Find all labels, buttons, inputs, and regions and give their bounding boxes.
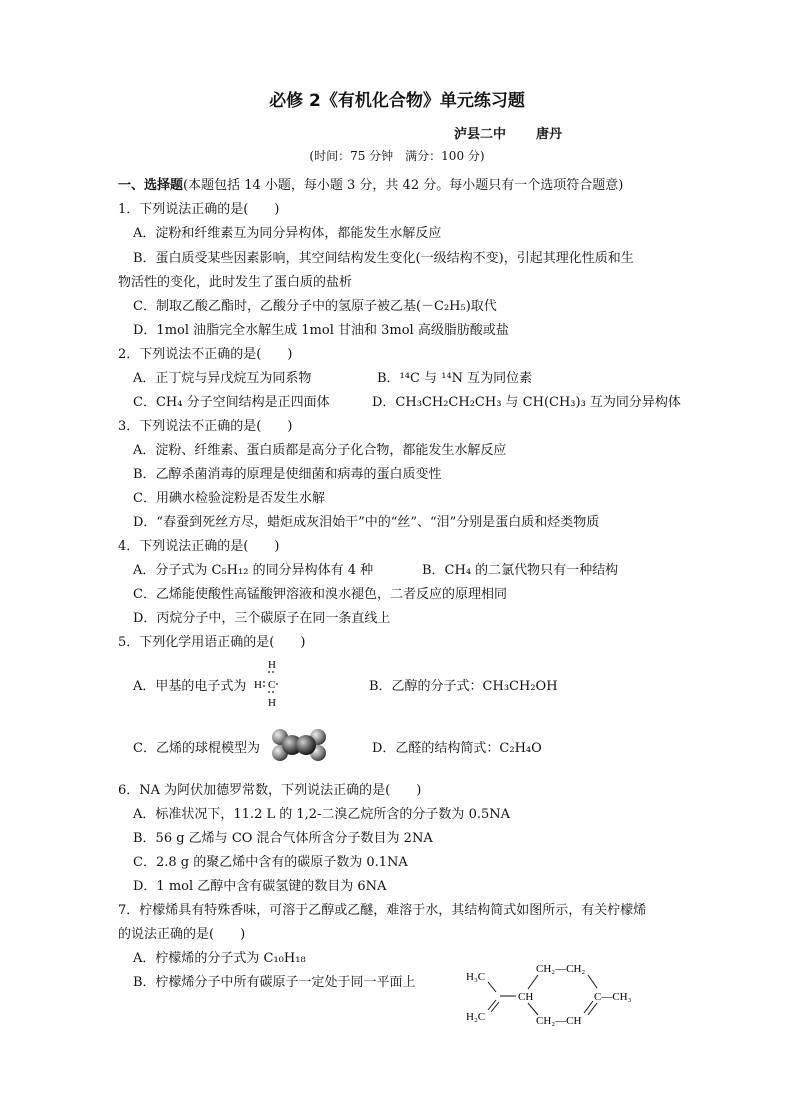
svg-text:H: H [254,679,262,691]
q4-option-b: B．CH₄ 的二氯代物只有一种结构 [422,563,619,578]
q6-option-d: D．1 mol 乙醇中含有碳氢键的数目为 6NA [133,879,387,894]
q1-option-c: C．制取乙酸乙酯时，乙酸分子中的氢原子被乙基(－C₂H₅)取代 [133,299,497,314]
q2-option-d: D．CH₃CH₂CH₂CH₃ 与 CH(CH₃)₃ 互为同分异构体 [372,395,681,410]
page-title: 必修 2《有机化合物》单元练习题 [269,91,525,111]
q1-option-d: D．1mol 油脂完全水解生成 1mol 甘油和 3mol 高级脂肪酸或盐 [133,323,509,338]
q3-option-d: D．“春蚕到死丝方尽，蜡炬成灰泪始干”中的“丝”、“泪”分别是蛋白质和烃类物质 [133,515,600,530]
q1-option-b-line2: 物活性的变化，此时发生了蛋白质的盐析 [118,275,353,290]
q6-stem: 6．NA 为阿伏加德罗常数，下列说法正确的是( ) [118,783,422,798]
methyl-electron-formula [254,658,278,706]
struct-ch: CH [518,991,534,1003]
q6-option-b: B．56 g 乙烯与 CO 混合气体所含分子数目为 2NA [133,831,433,846]
electron-formula-svg [254,658,278,706]
q2-option-c: C．CH₄ 分子空间结构是正四面体 [133,395,330,410]
q2-stem: 2．下列说法不正确的是( ) [118,347,293,362]
author-name: 唐丹 [536,127,563,142]
limonene-structure [466,958,656,1028]
q7-option-a: A．柠檬烯的分子式为 C₁₀H₁₈ [133,951,306,966]
q2-option-a: A．正丁烷与异戊烷互为同系物 [133,371,312,386]
q3-stem: 3．下列说法不正确的是( ) [118,419,293,434]
school-name: 泸县二中 [454,127,507,142]
q5-option-b: B．乙醇的分子式：CH₃CH₂OH [369,679,558,694]
ball-model-svg [268,727,330,763]
q4-option-a: A．分子式为 C₅H₁₂ 的同分异构体有 4 种 [133,563,374,578]
q7-stem-line2: 的说法正确的是( ) [118,927,246,942]
svg-text:H: H [268,659,276,671]
struct-h2c: H₂C [466,1011,486,1023]
svg-text:H: H [268,697,276,706]
section-desc: (本题包括 14 小题，每小题 3 分，共 42 分。每小题只有一个选项符合题意) [183,178,624,193]
q7-option-b: B．柠檬烯分子中所有碳原子一定处于同一平面上 [133,975,416,990]
q5-stem: 5．下列化学用语正确的是( ) [118,635,306,650]
q4-option-d: D．丙烷分子中，三个碳原子在同一条直线上 [133,611,391,626]
q3-option-b: B．乙醇杀菌消毒的原理是使细菌和病毒的蛋白质变性 [133,467,442,482]
q5-option-a: A．甲基的电子式为 [133,679,247,694]
q4-option-c: C．乙烯能使酸性高锰酸钾溶液和溴水褪色，二者反应的原理相同 [133,587,507,602]
q6-option-a: A．标准状况下，11.2 L 的 1,2-二溴乙烷所含的分子数为 0.5NA [133,807,511,822]
q1-option-b-line1: B．蛋白质受某些因素影响，其空间结构发生变化(一级结构不变)，引起其理化性质和生 [133,251,634,266]
section-label: 一、选择题 [118,178,184,193]
q3-option-c: C．用碘水检验淀粉是否发生水解 [133,491,325,506]
struct-c-ch3: C—CH₃ [594,991,632,1003]
q5-option-d: D．乙醛的结构简式：C₂H₄O [372,741,542,756]
struct-ch2-bottom: CH₂—CH [536,1015,582,1027]
q5-option-c: C．乙烯的球棍模型为 [133,741,260,756]
svg-text:C: C [268,679,276,691]
q1-stem: 1．下列说法正确的是( ) [118,202,280,217]
q1-option-a: A．淀粉和纤维素互为同分异构体，都能发生水解反应 [133,226,442,241]
section-heading [118,174,623,193]
q7-stem-line1: 7．柠檬烯具有特殊香味，可溶于乙醇或乙醚，难溶于水，其结构简式如图所示，有关柠檬烯 [118,903,647,918]
exam-meta: (时间：75 分钟 满分：100 分) [309,149,485,163]
q4-stem: 4．下列说法正确的是( ) [118,539,280,554]
q6-option-c: C．2.8 g 的聚乙烯中含有的碳原子数为 0.1NA [133,855,408,870]
ethylene-ball-stick-model [268,727,330,763]
author-line [454,123,592,142]
q3-option-a: A．淀粉、纤维素、蛋白质都是高分子化合物，都能发生水解反应 [133,443,507,458]
struct-h3c: H₃C [466,971,486,983]
struct-ch2-top: CH₂—CH₂ [536,963,586,975]
q2-option-b: B．¹⁴C 与 ¹⁴N 互为同位素 [377,371,533,386]
structure-svg [466,958,656,1028]
